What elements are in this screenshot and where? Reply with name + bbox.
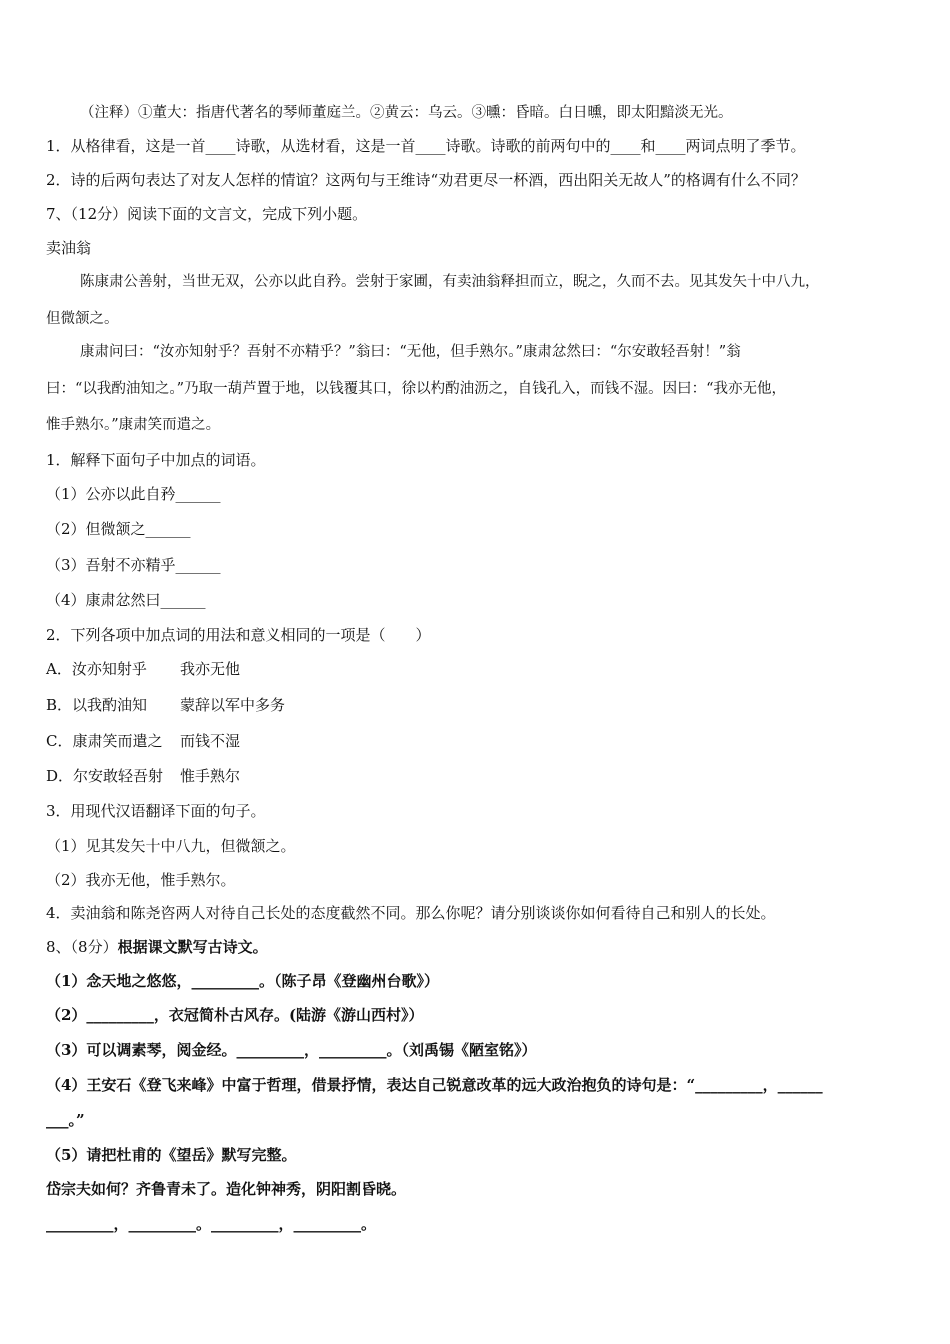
q7-sub3-item: （1）见其发矢十中八九，但微颔之。 bbox=[46, 837, 296, 855]
option-label: C．康肃笑而遣之 bbox=[46, 732, 163, 750]
passage-line: 曰：“以我酌油知之。”乃取一葫芦置于地，以钱覆其口，徐以杓酌油沥之，自钱孔入，而钱不湿。因曰：“我亦无他， bbox=[46, 381, 786, 397]
q7-option-b bbox=[46, 695, 285, 715]
passage-line: 惟手熟尔。”康肃笑而遣之。 bbox=[46, 417, 221, 433]
poem-notes: （注释）①董大：指唐代著名的琴师董庭兰。②黄云：乌云。③曛：昏暗。白日曛，即太阳黯淡无光。 bbox=[80, 105, 733, 121]
q8-header-title: 根据课文默写古诗文。 bbox=[117, 938, 268, 956]
q8-item: ___。” bbox=[46, 1111, 85, 1129]
q8-item: 岱宗夫如何？齐鲁青未了。造化钟神秀，阴阳割昏晓。 bbox=[46, 1180, 407, 1198]
q8-item: （2）_________，衣冠简朴古风存。(陆游《游山西村》） bbox=[46, 1006, 424, 1024]
q7-option-d bbox=[46, 766, 240, 786]
q7-sub1-item: （4）康肃忿然曰______ bbox=[46, 591, 206, 609]
poem-question-1: 1．从格律看，这是一首____诗歌，从选材看，这是一首____诗歌。诗歌的前两句中的____和____两词点明了季节。 bbox=[46, 137, 806, 155]
option-label: D．尔安敢轻吾射 bbox=[46, 767, 164, 785]
option-label: B．以我酌油知 bbox=[46, 696, 148, 714]
q8-item: （5）请把杜甫的《望岳》默写完整。 bbox=[46, 1146, 297, 1164]
q8-item: （3）可以调素琴，阅金经。_________，_________。（刘禹锡《陋室铭》） bbox=[46, 1041, 537, 1059]
passage-line: 康肃问曰：“汝亦知射乎？吾射不亦精乎？”翁曰：“无他，但手熟尔。”康肃忿然曰：“尔安敢轻吾射！”翁 bbox=[80, 344, 741, 360]
q7-sub1-item: （2）但微颔之______ bbox=[46, 520, 191, 538]
q7-sub4: 4．卖油翁和陈尧咨两人对待自己长处的态度截然不同。那么你呢？请分别谈谈你如何看待自己和别人的长处。 bbox=[46, 904, 776, 922]
q7-option-a bbox=[46, 659, 240, 679]
passage-title: 卖油翁 bbox=[46, 239, 92, 257]
option-label: A．汝亦知射乎 bbox=[46, 660, 147, 678]
q8-header-prefix: 8、（8分） bbox=[46, 938, 118, 956]
passage-line: 但微颔之。 bbox=[46, 311, 119, 327]
q7-header: 7、（12分）阅读下面的文言文，完成下列小题。 bbox=[46, 205, 368, 223]
option-pair: 而钱不湿 bbox=[180, 732, 241, 750]
poem-question-2: 2．诗的后两句表达了对友人怎样的情谊？这两句与王维诗“劝君更尽一杯酒，西出阳关无故人”的格调有什么不同？ bbox=[46, 171, 806, 189]
q7-sub1-item: （3）吾射不亦精乎______ bbox=[46, 556, 221, 574]
q7-sub2-prompt: 2．下列各项中加点词的用法和意义相同的一项是（ ） bbox=[46, 626, 431, 644]
q7-sub3-item: （2）我亦无他，惟手熟尔。 bbox=[46, 871, 236, 889]
q8-header bbox=[46, 937, 268, 957]
q8-item: （4）王安石《登飞来峰》中富于哲理，借景抒情，表达自己锐意改革的远大政治抱负的诗句是：“_________，______ bbox=[46, 1076, 823, 1094]
option-pair: 我亦无他 bbox=[180, 660, 241, 678]
q7-option-c bbox=[46, 731, 240, 751]
q7-sub1-prompt: 1．解释下面句子中加点的词语。 bbox=[46, 451, 266, 469]
q7-sub3-prompt: 3．用现代汉语翻译下面的句子。 bbox=[46, 802, 266, 820]
option-pair: 惟手熟尔 bbox=[180, 767, 241, 785]
q8-item: _________，_________。_________，_________。 bbox=[46, 1215, 377, 1233]
q7-sub1-item: （1）公亦以此自矜______ bbox=[46, 485, 221, 503]
option-pair: 蒙辞以军中多务 bbox=[180, 696, 286, 714]
passage-line: 陈康肃公善射，当世无双，公亦以此自矜。尝射于家圃，有卖油翁释担而立，睨之，久而不去。见其发矢十中八九， bbox=[80, 274, 820, 290]
q8-item: （1）念天地之悠悠，_________。（陈子昂《登幽州台歌》） bbox=[46, 972, 439, 990]
